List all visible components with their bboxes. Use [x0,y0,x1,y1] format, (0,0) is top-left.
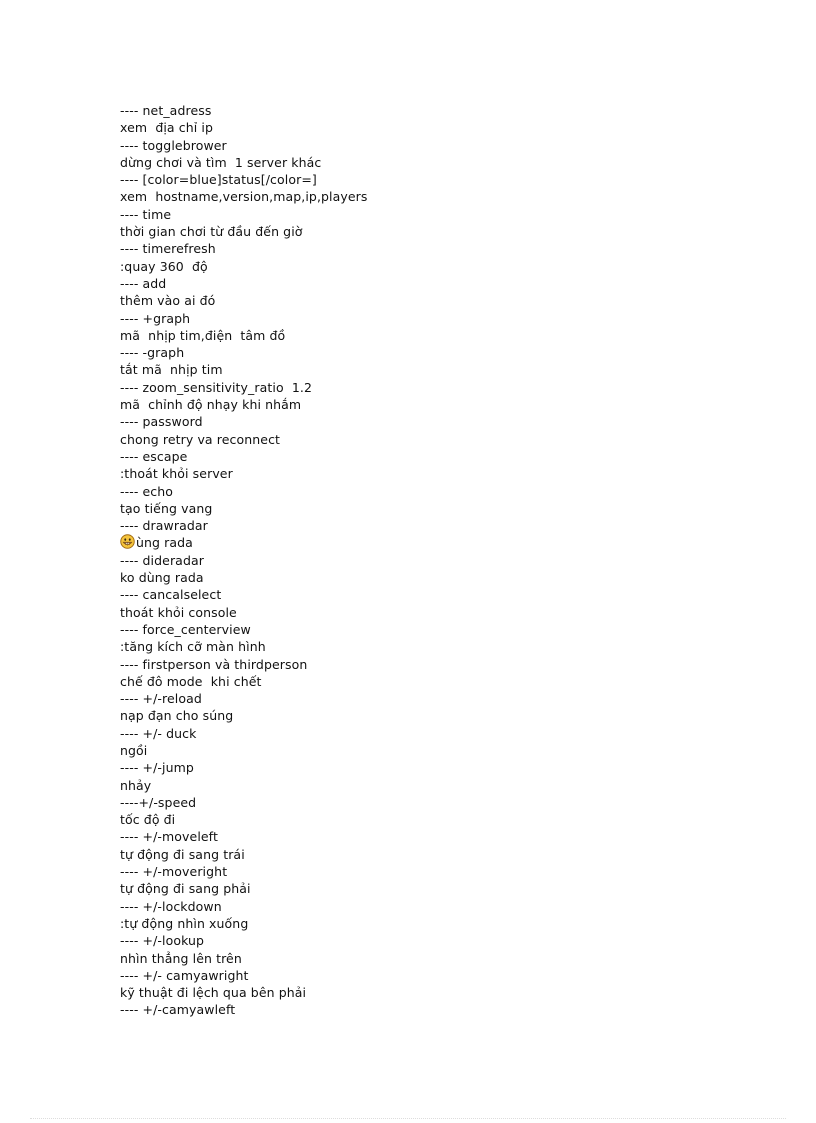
text-line: ---- dideradar [120,552,204,568]
text-line: ----+/-speed [120,794,197,810]
document-body [120,102,680,1019]
text-line: ---- timerefresh [120,241,216,257]
text-line: :quay 360 độ [120,258,208,274]
text-line: xem hostname,version,map,ip,players [120,189,368,205]
text-line: tốc độ đi [120,812,176,828]
text-line: chế đô mode khi chết [120,673,262,689]
text-line: ---- echo [120,483,174,499]
text-line: ---- zoom_sensitivity_ratio 1.2 [120,379,313,395]
smiley-line-text: ùng rada [136,535,193,551]
text-line: ---- +/- camyawright [120,967,249,983]
text-line: :tăng kích cỡ màn hình [120,639,266,655]
text-line: dừng chơi và tìm 1 server khác [120,154,322,170]
text-line: tự động đi sang trái [120,846,245,862]
text-line: chong retry va reconnect [120,431,281,447]
text-line: kỹ thuật đi lệch qua bên phải [120,985,307,1001]
text-line: thêm vào ai đó [120,293,216,309]
text-line: ---- togglebrower [120,137,227,153]
text-line: ---- drawradar [120,518,208,534]
text-line: ---- cancalselect [120,587,222,603]
text-line: ---- +/-reload [120,691,202,707]
text-line: :tự động nhìn xuống [120,915,249,931]
text-line: tạo tiếng vang [120,500,213,516]
text-line: mã nhịp tim,điện tâm đồ [120,327,286,343]
text-line: xem địa chỉ ip [120,120,214,136]
text-line: ---- -graph [120,345,185,361]
text-line: ---- escape [120,448,188,464]
text-line: ---- firstperson và thirdperson [120,656,308,672]
text-line: ---- +/- duck [120,725,197,741]
text-line: ---- +/-jump [120,760,194,776]
text-line: :thoát khỏi server [120,466,233,482]
text-line: ---- time [120,206,172,222]
text-line: thời gian chơi từ đầu đến giờ [120,224,303,240]
text-line: ---- +/-camyawleft [120,1002,236,1018]
smiley-text-line [120,534,680,551]
text-line: nhìn thẳng lên trên [120,950,242,966]
text-line: nhảy [120,777,152,793]
text-line: nạp đạn cho súng [120,708,234,724]
text-line: ---- force_centerview [120,621,251,637]
page-bottom-divider [30,1118,786,1119]
text-line: ko dùng rada [120,570,204,586]
text-line: ---- add [120,275,167,291]
text-line: mã chỉnh độ nhạy khi nhắm [120,397,302,413]
text-line: ngồi [120,742,148,758]
text-line: ---- +/-lockdown [120,898,222,914]
text-line: ---- +/-moveleft [120,829,218,845]
text-line: tự động đi sang phải [120,881,251,897]
text-line: ---- net_adress [120,103,212,118]
text-line: thoát khỏi console [120,604,237,620]
grinning-smiley-icon [120,534,135,549]
text-line: ---- +/-moveright [120,864,228,880]
text-line: ---- +graph [120,310,191,326]
text-line: ---- +/-lookup [120,933,205,949]
text-line: tắt mã nhịp tim [120,362,223,378]
text-line: ---- [color=blue]status[/color=] [120,172,317,188]
text-line: ---- password [120,414,203,430]
